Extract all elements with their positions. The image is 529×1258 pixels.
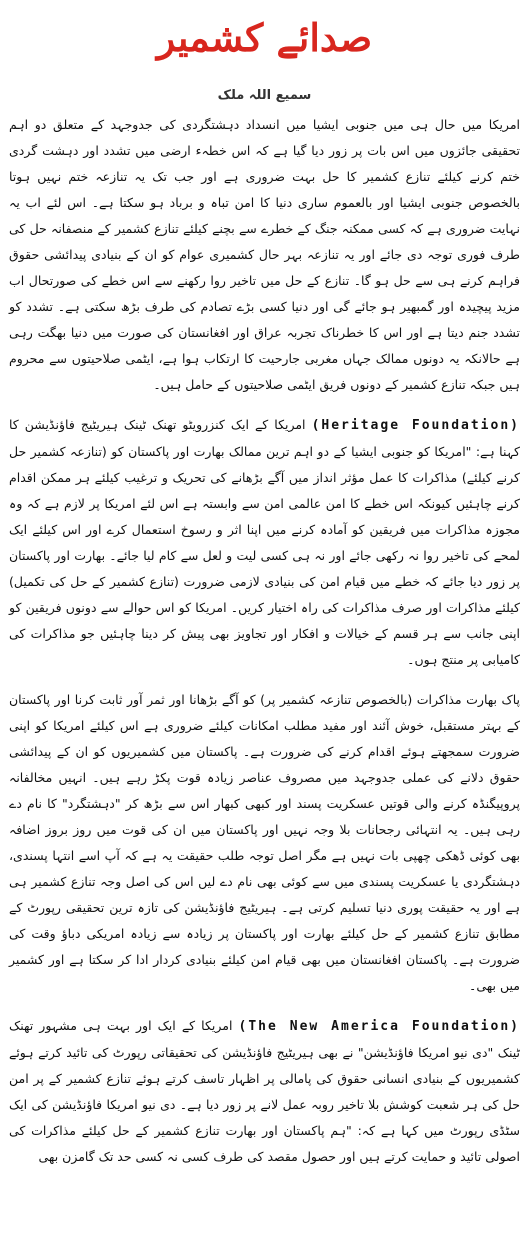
page-title: صدائے کشمیر: [156, 15, 373, 60]
paragraph-3: [9, 687, 520, 999]
paragraph-text: امریکا میں حال ہی میں جنوبی ایشیا میں انسداد دہشتگردی کی جدوجہد کے متعلق دو اہم تحقیقی جائزوں میں اس بات پر زور دیا گیا ہے کہ اس خطہء ارضی میں تشدد اور دہشت گردی ختم کرنے کیلئے تنازع کشمیر کا حل بہت ضروری ہے اور جب تک یہ تنازعہ ختم نہیں ہوتا بالخصوص جنوبی ایشیا اور بالعموم ساری دنیا کا امن تباہ و برباد ہو سکتا ہے۔ اس لئے اب یہ نہایت ضروری ہے کہ کسی ممکنہ جنگ کے خطرے سے بچنے کیلئے تنازع کشمیر کے منصفانہ حل کی طرف فوری توجہ دی جائے اور یہ تنازعہ بہر حال کشمیری عوام کو ان کے بنیادی پیدائشی حقوق فراہم کرنے ہی سے حل ہو گا۔ تنازع کے حل میں تاخیر روا رکھنے سے اس خطے کی صورتحال اب مزید پیچیدہ اور گمبھیر ہو جائے گی اور دنیا کسی بڑے تصادم کی طرف بڑھ سکتی ہے۔ تشدد کو تشدد جنم دیتا ہے اور اس کا خطرناک تجربہ عراق اور افغانستان کی صورت میں دنیا بھگت رہی ہے حالانکہ یہ دونوں ممالک جہاں مغربی جارحیت کا ارتکاب ہوا ہے، ایٹمی صلاحیتوں سے محروم ہیں جبکہ تنازع کشمیر کے دونوں فریق ایٹمی صلاحیتوں کے حامل ہیں۔: [9, 117, 520, 392]
article-body: [9, 112, 520, 1170]
paragraph-text: امریکا کے ایک اور بہت ہی مشہور تھنک ٹینک "دی نیو امریکا فاؤنڈیشن" نے بھی ہیریٹیج فاؤنڈیشن کی تحقیقاتی رپورٹ کی تائید کرتے ہوئے کشمیریوں کے بنیادی انسانی حقوق کی پامالی پر اظہار تاسف کرتے ہوئے تنازع کشمیر کے پر امن حل کی ہر شعبت کوشش بلا تاخیر روبہ عمل لانے پر زور دیا ہے۔ دی نیو امریکا فاؤنڈیشن کی ایک سٹڈی رپورٹ میں کہا ہے کہ: "ہم پاکستان اور بھارت تنازع کشمیر کے حل کیلئے مذاکرات کی اصولی تائید و حمایت کرتے ہیں اور حصول مقصد کی طرف کسی نہ کسی حد تک گامزن بھی: [9, 1018, 520, 1164]
paragraph-text: پاک بھارت مذاکرات (بالخصوص تنازعہ کشمیر پر) کو آگے بڑھانا اور ثمر آور ثابت کرنا اور پاکستان کے بہتر مستقبل، خوش آئند اور مفید مطلب امکانات کیلئے ضروری ہے اس کیلئے امریکا کو اپنی ضرورت سمجھتے ہوئے اقدام کرنے کی ضرورت ہے۔ پاکستان میں کشمیریوں کو ان کے پیدائشی حقوق دلانے کی عملی جدوجہد میں مصروف عناصر زیادہ قوت پکڑ رہے ہیں۔ انہیں مخالفانہ پروپیگنڈہ کرنے والی قوتیں عسکریت پسند اور کبھی کبھار اس سے بڑھ کر "دہشتگرد" کا نام دے رہی ہیں۔ یہ انتہائی رجحانات بلا وجہ نہیں اور پاکستان میں ان کی قوت میں روز بروز اضافہ بھی کوئی ڈھکی چھپی بات نہیں ہے مگر اصل توجہ طلب حقیقت یہ ہے کہ آپ اسے انتہا پسندی، دہشتگردی یا عسکریت پسندی میں سے کوئی بھی نام دے لیں اس کی اصل وجہ تنازع کشمیر ہی ہے اور یہ حقیقت پوری دنیا تسلیم کرتی ہے۔ ہیریٹیج فاؤنڈیشن کی تازہ ترین تحقیقی رپورٹ کے مطابق تنازع کشمیر کے حل کیلئے بھارت اور پاکستان پر زیادہ سے زیادہ امریکی دباؤ وقت کی ضرورت ہے۔ پاکستان افغانستان میں بھی قیام امن کیلئے بنیادی کردار ادا کر سکتا ہے اور کشمیر میں بھی۔: [9, 692, 520, 993]
paragraph-text: امریکا کے ایک کنزرویٹو تھنک ٹینک ہیریٹیج فاؤنڈیشن کا کہنا ہے: "امریکا کو جنوبی ایشیا کے دو اہم ترین ممالک بھارت اور پاکستان کو (تنازعہ کشمیر حل کرنے کیلئے) مذاکرات کا عمل مؤثر انداز میں آگے بڑھانے کی تحریک و ترغیب کیلئے ہر ممکن اقدام کرنے چاہئیں کیونکہ اس خطے کا امن عالمی امن سے وابستہ ہے اس لئے امریکا پر لازم ہے کہ وہ مجوزہ مذاکرات میں فریقین کو آمادہ کرنے میں اپنا اثر و رسوخ استعمال کرے اور اس کیلئے ایک لمحے کی تاخیر روا نہ رکھی جائے اور نہ ہی کسی لیت و لعل سے کام لیا جائے۔ بھارت اور پاکستان پر زور دیا جائے کہ خطے میں قیام امن کی بنیادی لازمی ضرورت (تنازع کشمیر کے حل کی تکمیل) کیلئے مذاکرات اور صرف مذاکرات کی راہ اختیار کریں۔ امریکا کو اس حوالے سے دونوں فریقین کو اپنی جانب سے ہر قسم کے خیالات و افکار اور تجاویز بھی پیش کر دینا چاہئیں جو مذاکرات کی کامیابی پر منتج ہوں۔: [9, 417, 520, 667]
author-name: سمیع اللہ ملک: [217, 88, 312, 103]
organization-name-latin: (Heritage Foundation): [311, 418, 520, 433]
paragraph-1: [9, 112, 520, 398]
paragraph-4: [9, 1013, 520, 1170]
paragraph-2: [9, 412, 520, 673]
organization-name-latin: (The New America Foundation): [238, 1019, 520, 1034]
